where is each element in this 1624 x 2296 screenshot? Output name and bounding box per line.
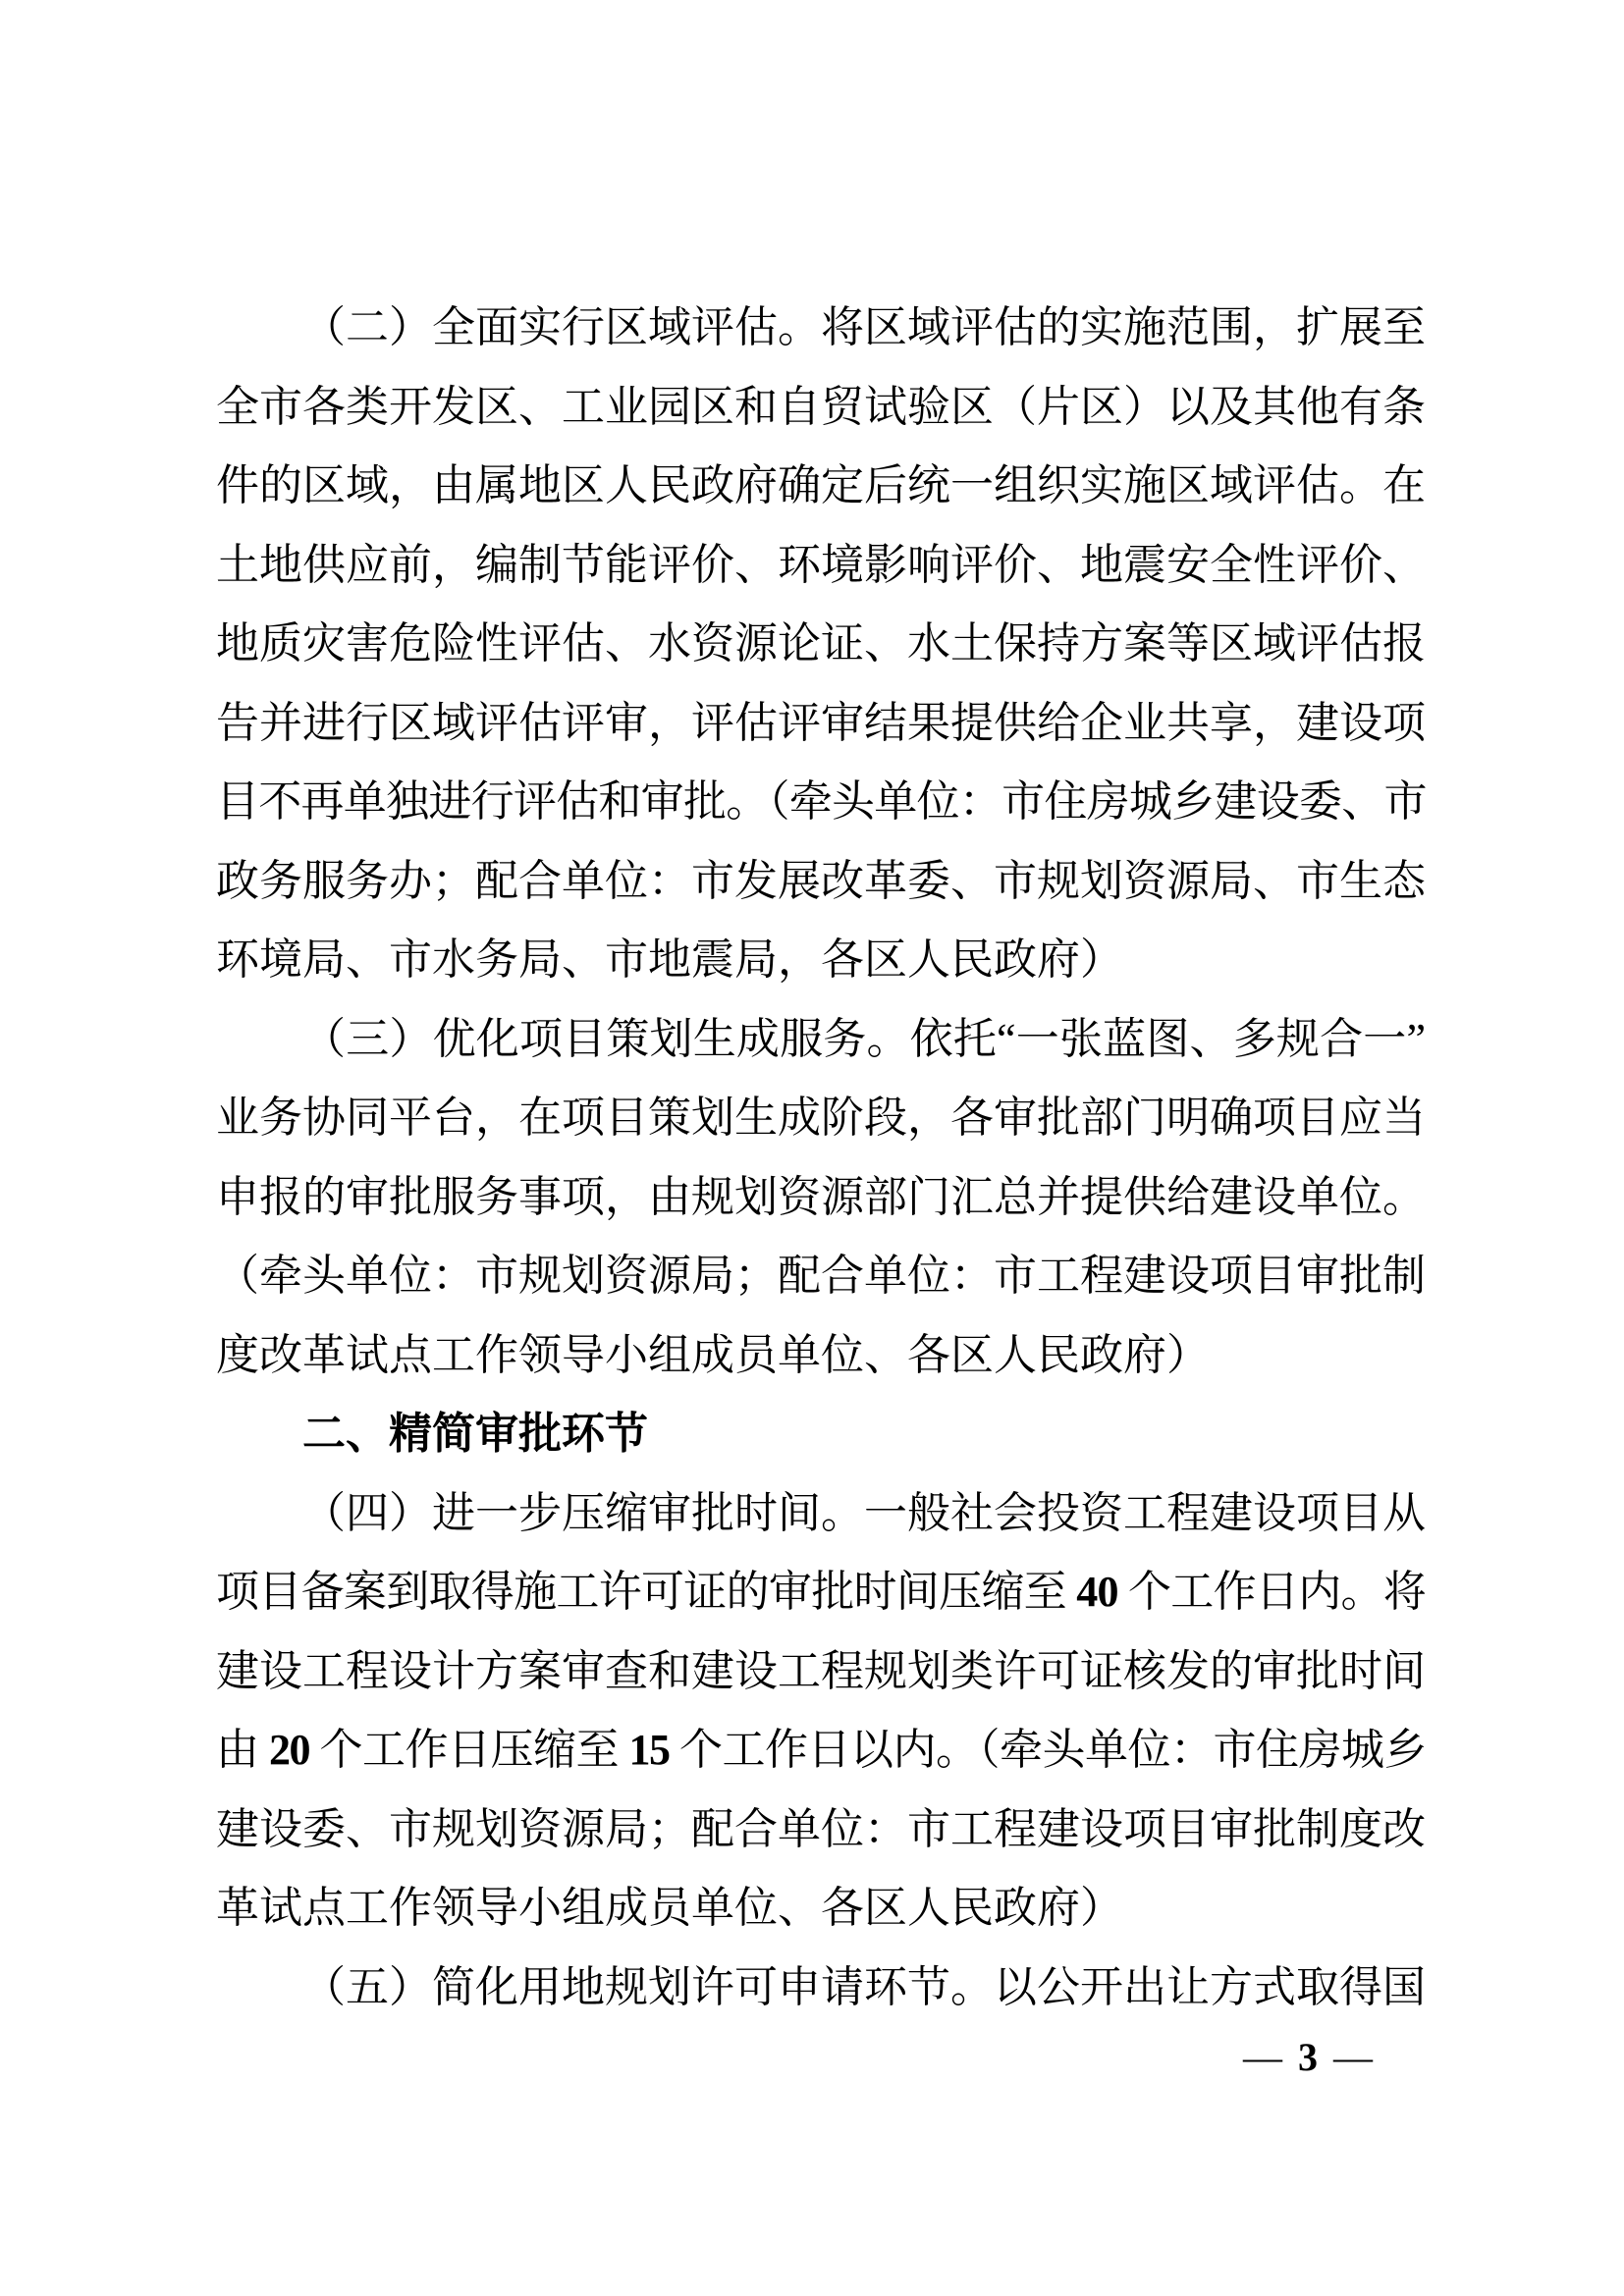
text-line: 政务服务办；配合单位：市发展改革委、市规划资源局、市生态 <box>216 856 1426 905</box>
text-line: 建设委、市规划资源局；配合单位：市工程建设项目审批制度改 <box>216 1804 1426 1853</box>
text-segment: 个工作日以内。（牵头单位：市住房城乡 <box>669 1726 1426 1774</box>
text-line: （五）简化用地规划许可申请环节。以公开出让方式取得国 <box>302 1962 1426 2011</box>
text-line: 土地供应前，编制节能评价、环境影响评价、地震安全性评价、 <box>216 540 1426 589</box>
text-segment: 个工作日压缩至 <box>309 1726 629 1774</box>
text-line <box>216 1711 1426 1790</box>
text-segment: 由 <box>216 1726 269 1774</box>
page-number <box>1224 2034 1391 2080</box>
text-line: （四）进一步压缩审批时间。一般社会投资工程建设项目从 <box>302 1488 1426 1537</box>
page-number-dash-left: — <box>1243 2035 1282 2079</box>
text-line: 地质灾害危险性评估、水资源论证、水土保持方案等区域评估报 <box>216 619 1426 667</box>
document-body <box>216 289 1426 2027</box>
number-value: 20 <box>269 1726 309 1774</box>
page-number-dash-right: — <box>1333 2035 1373 2079</box>
section-heading: 二、精简审批环节 <box>302 1410 648 1458</box>
text-line: 业务协同平台，在项目策划生成阶段，各审批部门明确项目应当 <box>216 1094 1426 1142</box>
number-value: 15 <box>628 1726 670 1774</box>
text-line: 申报的审批服务事项，由规划资源部门汇总并提供给建设单位。 <box>216 1172 1426 1221</box>
page-number-value: 3 <box>1298 2035 1318 2079</box>
text-line: 建设工程设计方案审查和建设工程规划类许可证核发的审批时间 <box>216 1646 1426 1695</box>
text-line: 度改革试点工作领导小组成员单位、各区人民政府） <box>216 1330 1210 1379</box>
text-line: （牵头单位：市规划资源局；配合单位：市工程建设项目审批制 <box>216 1252 1426 1300</box>
text-line: 件的区域，由属地区人民政府确定后统一组织实施区域评估。在 <box>216 461 1426 509</box>
text-line: 告并进行区域评估评审，评估评审结果提供给企业共享，建设项 <box>216 698 1426 747</box>
text-line: 全市各类开发区、工业园区和自贸试验区（片区）以及其他有条 <box>216 382 1426 431</box>
text-line: 目不再单独进行评估和审批。（牵头单位：市住房城乡建设委、市 <box>216 777 1426 826</box>
text-line <box>216 1553 1426 1632</box>
text-segment: 个工作日内。将 <box>1117 1568 1426 1616</box>
text-line: （三）优化项目策划生成服务。依托“一张蓝图、多规合一” <box>302 1014 1426 1063</box>
text-line: （二）全面实行区域评估。将区域评估的实施范围，扩展至 <box>302 303 1426 351</box>
number-value: 40 <box>1076 1568 1118 1616</box>
text-line: 革试点工作领导小组成员单位、各区人民政府） <box>216 1884 1123 1932</box>
text-line: 环境局、市水务局、市地震局，各区人民政府） <box>216 935 1123 984</box>
text-segment: 项目备案到取得施工许可证的审批时间压缩至 <box>216 1568 1077 1616</box>
